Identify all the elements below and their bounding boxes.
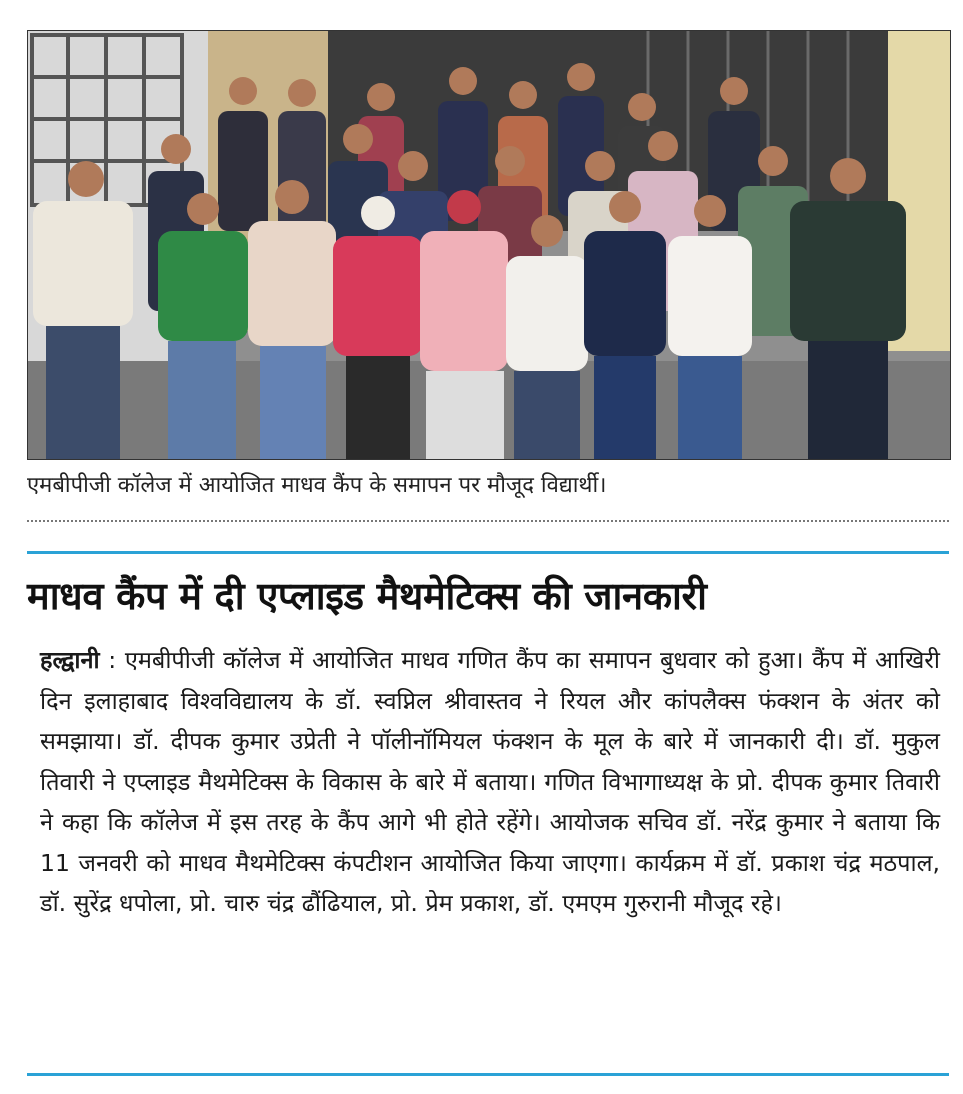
caption-divider — [27, 520, 949, 522]
headline: माधव कैंप में दी एप्लाइड मैथमेटिक्स की जानकारी — [27, 574, 707, 618]
article-body — [40, 640, 940, 924]
article-text: : एमबीपीजी कॉलेज में आयोजित माधव गणित कैंप का समापन बुधवार को हुआ। कैंप में आखिरी दिन इलाहाबाद विश्वविद्यालय के डॉ. स्वप्निल श्रीवास्तव ने रियल और कांपलैक्स फंक्शन के अंतर को समझाया। डॉ. दीपक कुमार उप्रेती ने पॉलीनॉमियल फंक्शन के मूल के बारे में जानकारी दी। डॉ. मुकुल तिवारी ने एप्लाइड मैथमेटिक्स के विकास के बारे में बताया। गणित विभागाध्यक्ष के प्रो. दीपक कुमार तिवारी ने कहा कि कॉलेज में इस तरह के कैंप आगे भी होते रहेंगे। आयोजक सचिव डॉ. नरेंद्र कुमार ने बताया कि 11 जनवरी को माधव मैथमेटिक्स कंपटीशन आयोजित किया जाएगा। कार्यक्रम में डॉ. प्रकाश चंद्र मठपाल, डॉ. सुरेंद्र धपोला, प्रो. चारु चंद्र ढौंढियाल, प्रो. प्रेम प्रकाश, डॉ. एमएम गुरुरानी मौजूद रहे। — [40, 646, 940, 917]
dateline: हल्द्वानी — [40, 646, 100, 674]
group-photo-illustration — [28, 31, 950, 459]
top-accent-rule — [27, 551, 949, 554]
photo-caption: एमबीपीजी कॉलेज में आयोजित माधव कैंप के समापन पर मौजूद विद्यार्थी। — [27, 473, 607, 498]
group-photo — [27, 30, 951, 460]
bottom-accent-rule — [27, 1073, 949, 1076]
